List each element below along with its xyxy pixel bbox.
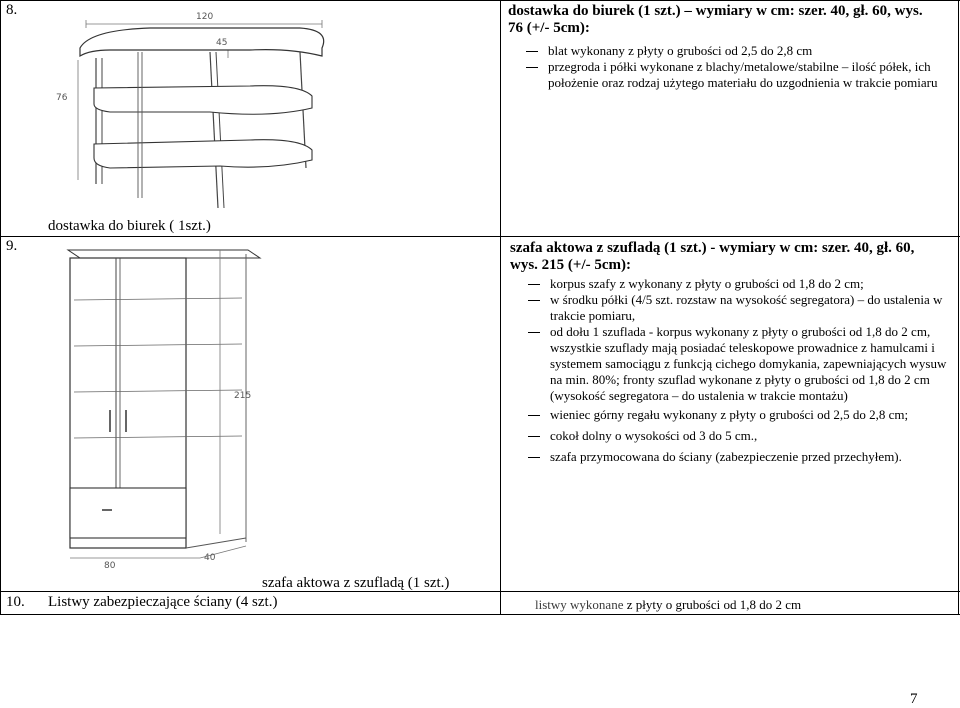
row-8-title [508, 3, 948, 37]
row-9-bullet: od dołu 1 szuflada - korpus wykonany z płyty o grubości od 1,8 do 2 cm, [528, 324, 953, 340]
dim-depth-label: 45 [216, 38, 228, 48]
row-9-bullets [528, 276, 953, 465]
row-9-title-line1: szafa aktowa z szufladą (1 szt.) - wymiary w cm: szer. 40, gł. 60, [510, 240, 915, 256]
row-10-description [535, 597, 801, 613]
table-border-bottom [0, 614, 960, 615]
row-9-bullet: korpus szafy z wykonany z płyty o grubości od 1,8 do 2 cm; [528, 276, 953, 292]
row-8-title-line2: 76 (+/- 5cm): [508, 20, 590, 36]
row-9-bullet: w środku półki (4/5 szt. rozstaw na wysokość segregatora) – do ustalenia w [528, 292, 953, 308]
row-9-bullet: wieniec górny regału wykonany z płyty o grubości od 2,5 do 2,8 cm; [528, 407, 953, 423]
row-8-bullet-continuation: położenie oraz rodzaj użytego materiału do uzgodnienia w trakcie pomiaru [548, 75, 938, 90]
table-border-top [0, 0, 960, 1]
row-10-title: Listwy zabezpieczające ściany (4 szt.) [48, 594, 278, 610]
table-column-divider [500, 0, 501, 615]
dim-depth-label: 40 [204, 553, 216, 563]
row-8-title-line1: dostawka do biurek (1 szt.) – wymiary w cm: szer. 40, gł. 60, wys. [508, 3, 923, 19]
row-9-caption: szafa aktowa z szufladą (1 szt.) [262, 575, 450, 591]
dim-width-label: 80 [104, 561, 116, 571]
row-8-number: 8. [6, 2, 18, 18]
row-9-bullet: szafa przymocowana do ściany (zabezpieczenie przed przechyłem). [528, 449, 953, 465]
desk-extension-drawing [50, 8, 350, 218]
row-9-bullet-continuation: systemem samociągu z funkcją cichego domykania, zapewniających wysuw [550, 356, 947, 371]
row-divider-2 [0, 591, 960, 592]
row-10-desc-rest: z płyty o grubości od 1,8 do 2 cm [623, 597, 802, 612]
table-border-left [0, 0, 1, 615]
row-10-number: 10. [6, 594, 25, 610]
dim-height-label: 76 [56, 93, 68, 103]
row-8-bullet: blat wykonany z płyty o grubości od 2,5 do 2,8 cm [526, 43, 956, 59]
row-9-number: 9. [6, 238, 18, 254]
row-8-caption: dostawka do biurek ( 1szt.) [48, 218, 211, 234]
row-8-bullet: przegroda i półki wykonane z blachy/metalowe/stabilne – ilość półek, ich [526, 59, 956, 75]
dim-height-label: 215 [234, 391, 252, 401]
row-9-bullet-continuation: (wysokość segregatora – do ustalenia w trakcie montażu) [550, 388, 848, 403]
row-9-title-line2: wys. 215 (+/- 5cm): [510, 257, 632, 273]
dim-width-label: 120 [196, 12, 214, 22]
row-8-bullets [526, 43, 956, 91]
filing-cabinet-drawing [60, 242, 290, 572]
row-9-bullet-continuation: na min. 80%; fronty szuflad wykonane z płyty o grubości od 1,8 do 2 cm [550, 372, 930, 387]
row-divider-1 [0, 236, 960, 237]
page-number: 7 [910, 691, 918, 707]
table-border-right [958, 0, 959, 615]
row-9-title [510, 240, 950, 274]
row-10-desc-prefix: listwy wykonane [535, 597, 624, 612]
row-9-bullet-continuation: trakcie pomiaru, [550, 308, 636, 323]
row-9-bullet: cokoł dolny o wysokości od 3 do 5 cm., [528, 428, 953, 444]
row-9-bullet-continuation: wszystkie szuflady mają posiadać teleskopowe prowadnice z hamulcami i [550, 340, 935, 355]
